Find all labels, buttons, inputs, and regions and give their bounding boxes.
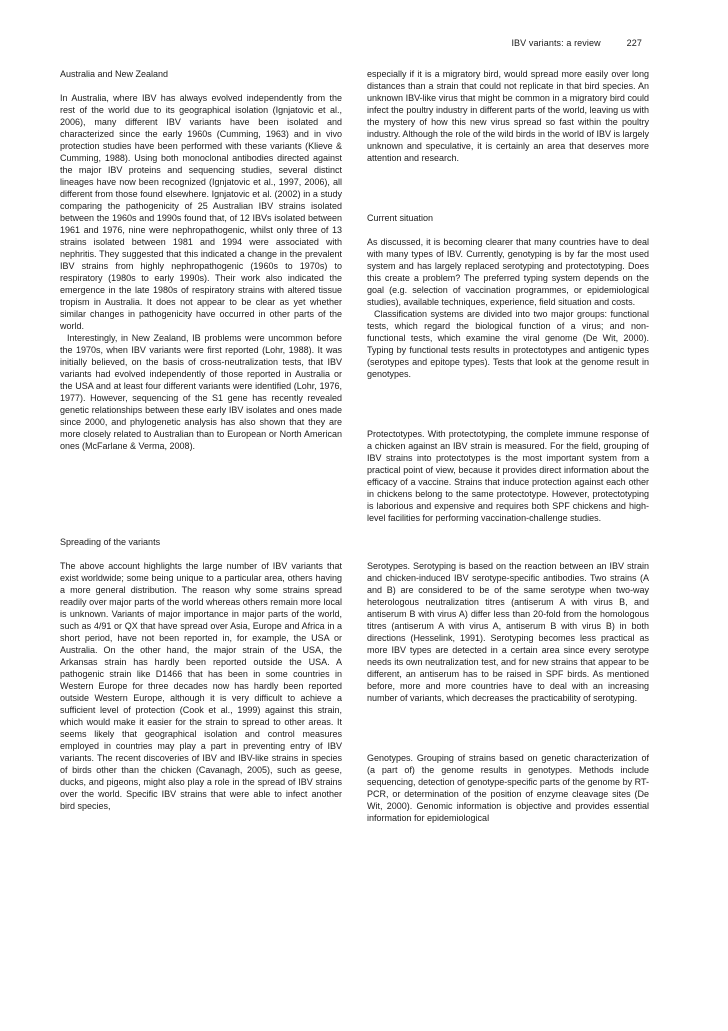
section-heading-current-situation: Current situation xyxy=(367,213,434,223)
genotypes-text: Grouping of strains based on genetic characterization of (a part of) the genome results in genotypes. Methods include sequencing, detection of genotype-specific parts of the genome by RT-PCR, or determination of the position of enzyme cleavage sites (De Wit, 2000). Genomic information is objective and provides essential information for epidemiological xyxy=(367,753,649,823)
running-head-title: IBV variants: a review xyxy=(511,38,601,48)
page-number: 227 xyxy=(626,38,642,48)
section-heading-australia: Australia and New Zealand xyxy=(60,69,169,79)
protectotypes-text: With protectotyping, the complete immune response of a chicken against an IBV strain is measured. For the field, grouping of IBV strains into protectotypes is the most important system from a practical point of view, because it provides direct information about the efficacy of a vaccine. Strains that induce protection against each other in chickens belong to the same protectotype. However, protectotyping is laborious and expensive and requires both SPF chickens and high-level facilities for performing vaccination-challenge studies. xyxy=(367,429,649,523)
genotypes-lead: Genotypes. xyxy=(367,753,414,763)
protectotypes-lead: Protectotypes. xyxy=(367,429,425,439)
section-heading-spreading: Spreading of the variants xyxy=(60,537,161,547)
running-head xyxy=(511,38,642,48)
paragraph-genotypes xyxy=(367,752,649,824)
serotypes-text: Serotyping is based on the reaction between an IBV strain and chicken-induced IBV serotype-specific antibodies. Two strains (A and B) are considered to be of the same serotype when two-way heterologous neutralization titres (antiserum A with virus B, and antiserum B with virus A) differ less than 20-fold from the homologous titres (antiserum A with virus A, antiserum B with virus B) in both directions (Hesselink, 1991). Serotyping becomes less practical as more IBV types are detected in a certain area since every serotype needs its own neutralization test, and for new strains that appear to be different, an antiserum has to be raised in SPF birds. As mentioned before, more and more countries have to deal with an increasing number of variants, which decreases the practicability of serotyping. xyxy=(367,561,649,703)
paragraph-australia: In Australia, where IBV has always evolved independently from the rest of the world due to its geographical isolation (Ignjatovic et al., 2006), many different IBV variants have been isolated and characterized since the early 1960s (Cumming, 1963) and in vivo protection studies have been performed with these variants (Klieve & Cumming, 1988). Using both monoclonal antibodies directed against the major IBV proteins and sequencing studies, several distinct lineages have now been recognized (Ignjatovic et al., 1997, 2006), all different from those found elsewhere. Ignjatovic et al. (2002) in a study comparing the pathogenicity of 25 Australian IBV strains isolated between the 1960s and 1990s found that, of 12 IBVs isolated between 1961 and 1976, nine were nephropathogenic, whilst only three of 13 strains isolated between 1981 and 1994 were associated with nephritis. They suggested that this indicated a change in the prevalent IBV strains from highly nephropathogenic (1960s to 1970s) to respiratory (1980s to early 1990s). Their work also indicated the emergence in the late 1980s of respiratory strains with altered tissue tropism in Australia. It does not appear to be clear as yet whether similar changes in pathogenicity have occurred in other parts of the world. xyxy=(60,93,342,331)
paragraph-spreading: The above account highlights the large number of IBV variants that exist worldwide; some being unique to a particular area, others having a more general distribution. The reason why some strains spread readily over major parts of the world whereas others remain more local is unknown. Variants of major importance in major parts of the world, such as 4/91 or QX that have spread over Asia, Europe and Africa in a short period, have not been reported in, for example, the USA or Australia. On the other hand, the major strain of the USA, the Arkansas strain has hardly been reported outside the USA. A pathogenic strain like D1466 that has been in some countries in Western Europe for three decades now has hardly been reported outside Western Europe, although it is very difficult to achieve a sufficient level of protection (Cook et al., 1999) against this strain, which would make it easier for the strain to spread to other areas. It seems likely that geographical isolation and control measures employed in countries may play a part in preventing entry of IBV variants. The recent discoveries of IBV and IBV-like strains in species of birds other than the chicken (Cavanagh, 2005), such as geese, ducks, and pigeons, might also play a role in the spread of IBV strains over the world. Specific IBV strains that were able to infect another bird species, xyxy=(60,561,342,811)
paragraph-protectotypes xyxy=(367,428,649,524)
paragraph-current-situation: As discussed, it is becoming clearer that many countries have to deal with many types of IBV. Currently, genotyping is by far the most used system and has largely replaced serotyping and protectotyping. Does this create a problem? The preferred typing system depends on the goal (e.g. selection of vaccination programmes, or epidemiological studies), available techniques, experience, field situation and costs. xyxy=(367,237,649,307)
paragraph-new-zealand: Interestingly, in New Zealand, IB problems were uncommon before the 1970s, when IBV variants were first reported (Lohr, 1988). It was initially believed, on the basis of cross-neutralization tests, that IBV variants had evolved independently of those reported in Australia or the USA and at least four different variants were identified (Lohr, 1976, 1977). However, sequencing of the S1 gene has recently revealed genetic relationships between these early IBV isolates and ones made since 2000, and phylogenetic analysis has also shown that they are more closely related to Australian than to European or North American ones (McFarlane & Verma, 2008). xyxy=(60,333,342,451)
left-column xyxy=(60,68,342,812)
right-column xyxy=(367,68,649,824)
paragraph-classification: Classification systems are divided into two major groups: functional tests, which regard the biological function of a virus; and non-functional tests, which examine the viral genome (De Wit, 2000). Typing by functional tests results in protectotypes and antigenic types (serotypes and epitope types). Tests that look at the genome result in genotypes. xyxy=(367,309,649,379)
paragraph-migratory: especially if it is a migratory bird, would spread more easily over long distances than a strain that could not replicate in that bird species. An unknown IBV-like virus that might be common in a migratory bird could infect the poultry industry in different parts of the world, leaving us with the mystery of how this new virus spread so fast within the poultry industry. Although the role of the wild birds in the world of IBV is largely unknown and speculative, it is certainly an area that deserves more attention and research. xyxy=(367,69,649,163)
paragraph-serotypes xyxy=(367,560,649,704)
serotypes-lead: Serotypes. xyxy=(367,561,411,571)
